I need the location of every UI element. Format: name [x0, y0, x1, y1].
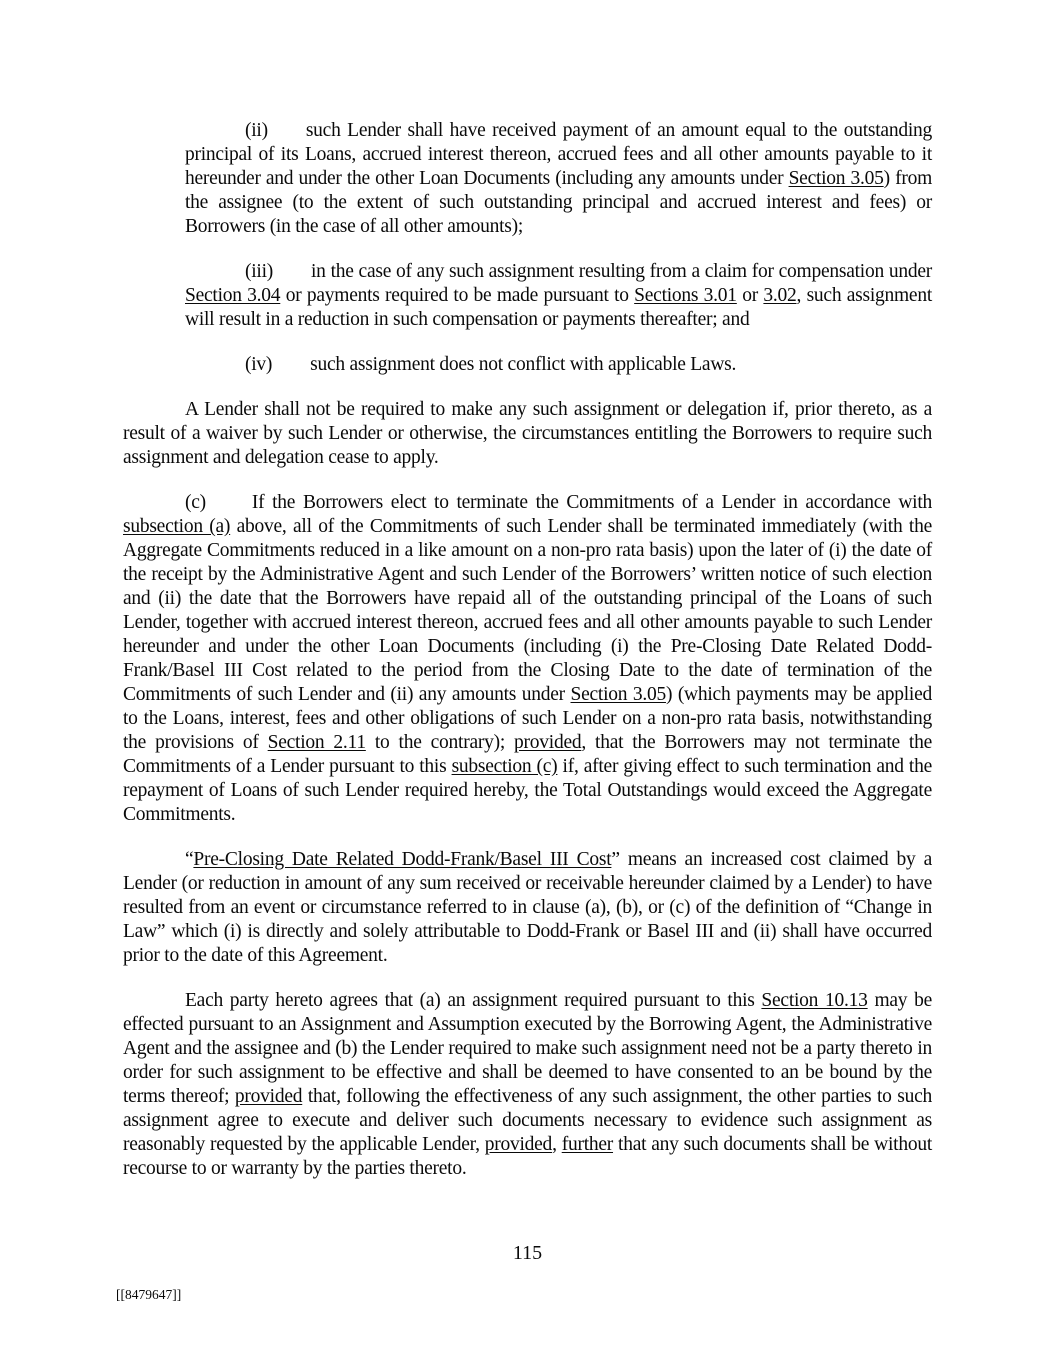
underlined-reference: subsection (a) [123, 516, 231, 537]
text-segment: , [552, 1134, 562, 1155]
text-segment: , that the Borrowers may not terminate the Commitments of a Lender pursuant to this [123, 732, 932, 777]
underlined-reference: Pre-Closing Date Related Dodd-Frank/Basel III Cost [193, 849, 612, 870]
underlined-reference: Section 3.05 [570, 684, 666, 705]
text-segment: that any such documents shall be without recourse to or warranty by the parties thereto. [123, 1134, 933, 1179]
text-segment: that, following the effectiveness of any such assignment, the other parties to such assignment agree to execute and deliver such documents necessary to evidence such assignment as reasonably requested by the applicable Lender, [123, 1086, 932, 1155]
underlined-reference: further [561, 1134, 614, 1155]
underlined-reference: Section 3.05 [788, 168, 884, 189]
underlined-reference: subsection (c) [451, 756, 558, 777]
text-segment: ” means an increased cost claimed by a Lender (or reduction in amount of any sum received or receivable hereunder claimed by a Lender) to have resulted from an event or circumstance referred to in clause (a), (b), or (c) of the definition of “Change in Law” which (i) is directly and solely attributable to Dodd-Frank or Basel III and (ii) shall have occurred prior to the date of this Agreement. [123, 849, 933, 966]
underlined-reference: Section 3.04 [185, 285, 281, 306]
paragraph-label: (ii) [245, 120, 268, 141]
paragraph [123, 398, 932, 470]
underlined-reference: provided [484, 1134, 553, 1155]
footer-document-id: [[8479647]] [116, 1287, 182, 1302]
text-segment: if, after giving effect to such termination and the repayment of Loans of such Lender required hereby, the Total Outstandings would exceed the Aggregate Commitments. [123, 756, 933, 825]
text-segment: or payments required to be made pursuant to [280, 285, 635, 306]
underlined-reference: Section 2.11 [267, 732, 366, 753]
text-segment: such Lender shall have received payment of an amount equal to the outstanding principal of its Loans, accrued interest thereon, accrued fees and all other amounts payable to it hereunder and under the other Loan Documents (including any amounts under [185, 120, 932, 189]
paragraph-label: (iv) [245, 354, 273, 375]
text-segment: A Lender shall not be required to make any such assignment or delegation if, prior thereto, as a result of a waiver by such Lender or otherwise, the circumstances entitling the Borrowers to require such assignment and delegation cease to apply. [123, 399, 932, 468]
underlined-reference: 3.02 [763, 285, 797, 306]
paragraph [123, 491, 932, 827]
paragraph [185, 353, 932, 377]
text-segment: to the contrary); [365, 732, 515, 753]
page-number: 115 [512, 1242, 543, 1264]
paragraph-label: (iii) [245, 261, 273, 282]
text-segment: Each party hereto agrees that (a) an assignment required pursuant to this [185, 990, 762, 1011]
paragraph [123, 989, 932, 1181]
underlined-reference: provided [234, 1086, 303, 1107]
text-segment: above, all of the Commitments of such Lender shall be terminated immediately (with the Aggregate Commitments reduced in a like amount on a non-pro rata basis) upon the later of (i) the date of the receipt by the Administrative Agent and such Lender of the Borrowers’ written notice of such election and (ii) the date that the Borrowers have repaid all of the outstanding principal of the Loans of such Lender, together with accrued interest thereon, accrued fees and all other amounts payable to such Lender hereunder and under the other Loan Documents (including (i) the Pre-Closing Date Related Dodd-Frank/Basel III Cost related to the period from the Closing Date to the date of termination of the Commitments of such Lender and (ii) any amounts under [123, 516, 932, 705]
paragraph [123, 848, 932, 968]
text-segment: may be effected pursuant to an Assignment and Assumption executed by the Borrowing Agent, the Administrative Agent and the assignee and (b) the Lender required to make such assignment need not be a party thereto in order for such assignment to be effective and shall be deemed to have consented to an be bound by the terms thereof; [123, 990, 932, 1107]
underlined-reference: Section 10.13 [761, 990, 868, 1011]
text-segment: If the Borrowers elect to terminate the Commitments of a Lender in accordance with [251, 492, 932, 513]
document-body [123, 119, 932, 1181]
underlined-reference: provided [514, 732, 582, 753]
paragraph [185, 260, 932, 332]
text-segment: ) from the assignee (to the extent of such outstanding principal and accrued interest and fees) or Borrowers (in the case of all other amounts); [185, 168, 932, 237]
paragraph-label: (c) [185, 492, 206, 513]
text-segment: ) (which payments may be applied to the Loans, interest, fees and other obligations of such Lender on a non-pro rata basis, notwithstanding the provisions of [123, 684, 932, 753]
text-segment: in the case of any such assignment resulting from a claim for compensation under [311, 261, 932, 282]
paragraph [185, 119, 932, 239]
text-segment: , such assignment will result in a reduction in such compensation or payments thereafter; and [185, 285, 932, 330]
text-segment: or [736, 285, 764, 306]
text-segment: “ [185, 849, 194, 870]
underlined-reference: Sections 3.01 [634, 285, 737, 306]
text-segment: such assignment does not conflict with applicable Laws. [310, 354, 737, 375]
